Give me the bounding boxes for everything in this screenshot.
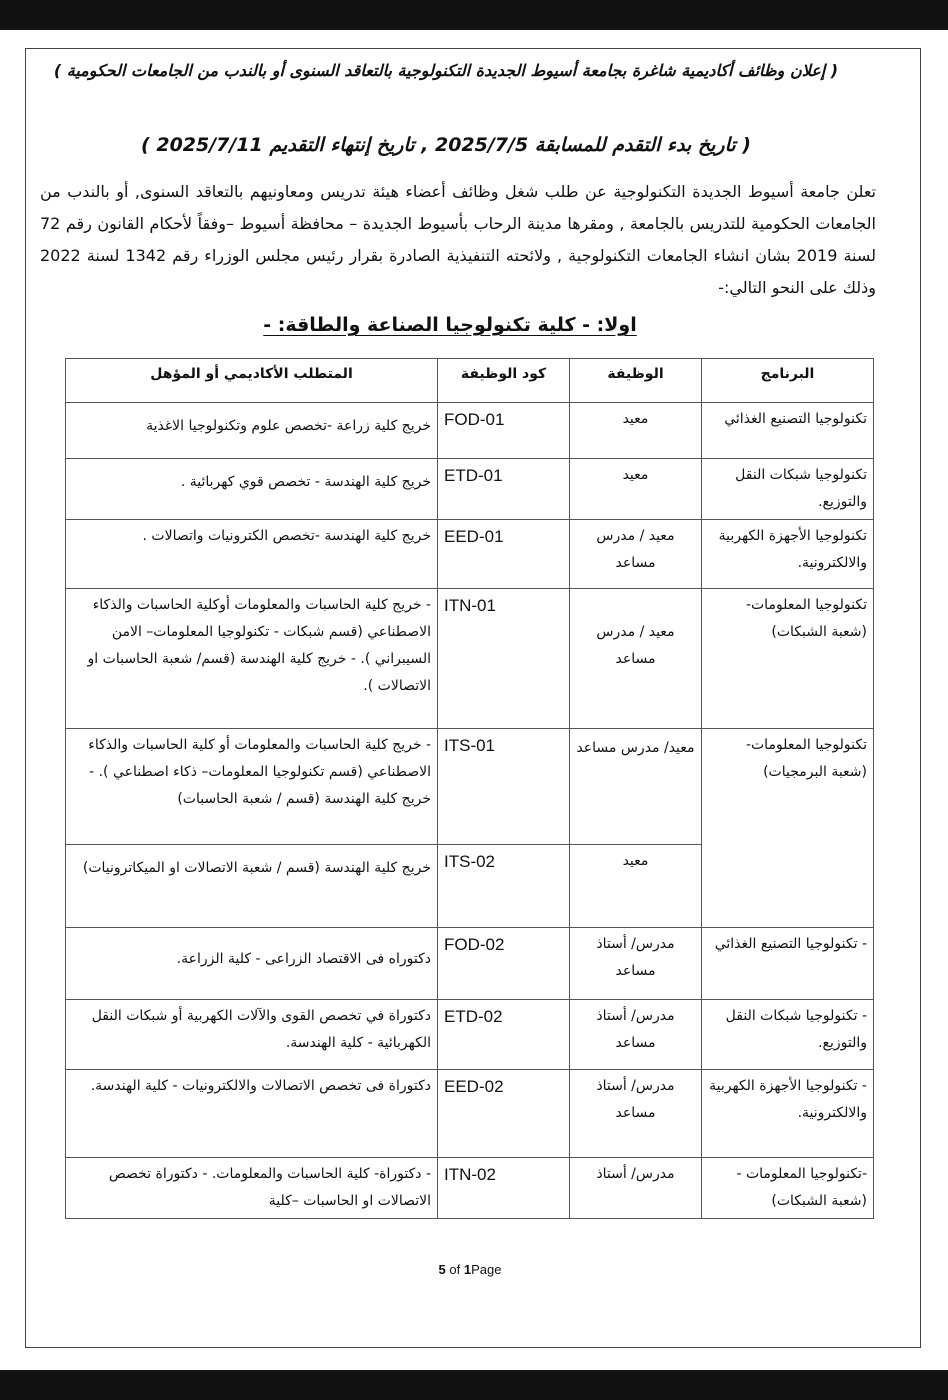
cell-job: معيد/ مدرس مساعد	[570, 729, 702, 845]
cell-job: مدرس/ أستاذ مساعد	[570, 1070, 702, 1158]
header-requirement: المتطلب الأكاديمي أو المؤهل	[66, 359, 438, 403]
page-total: 1	[463, 1262, 472, 1277]
table-row	[66, 729, 874, 845]
cell-code: FOD-02	[438, 928, 570, 1000]
table-header-row	[66, 359, 874, 403]
cell-program: - تكنولوجيا التصنيع الغذائي	[702, 928, 874, 1000]
cell-code: ITN-02	[438, 1158, 570, 1219]
cell-requirement: دكتوراه فى الاقتصاد الزراعى - كلية الزراعة.	[66, 928, 438, 1000]
cell-code: FOD-01	[438, 403, 570, 459]
cell-code: ITS-01	[438, 729, 570, 845]
table-row	[66, 928, 874, 1000]
header-job: الوظيفة	[570, 359, 702, 403]
cell-job: معيد / مدرس مساعد	[570, 520, 702, 589]
header-program: البرنامج	[702, 359, 874, 403]
jobs-table	[65, 358, 874, 1219]
cell-requirement: - خريج كلية الحاسبات والمعلومات أوكلية الحاسبات والذكاء الاصطناعي (قسم شبكات - تكنولوجيا المعلومات– الامن السيبراني ). - خريج كلية الهندسة (قسم/ شعبة الحاسبات او الاتصالات ).	[66, 589, 438, 729]
table-row	[66, 589, 874, 729]
top-border-bar	[0, 0, 948, 30]
table-row	[66, 1000, 874, 1070]
cell-code: EED-01	[438, 520, 570, 589]
cell-code: ETD-01	[438, 459, 570, 520]
cell-requirement: خريج كلية الهندسة -تخصص الكترونيات واتصالات .	[66, 520, 438, 589]
cell-job: معيد	[570, 845, 702, 928]
cell-job: معيد / مدرس مساعد	[570, 589, 702, 729]
cell-requirement: - دكتوراة- كلية الحاسبات والمعلومات. - دكتوراة تخصص الاتصالات او الحاسبات –كلية	[66, 1158, 438, 1219]
cell-program: تكنولوجيا المعلومات- (شعبة الشبكات)	[702, 589, 874, 729]
table-row	[66, 403, 874, 459]
announcement-intro: تعلن جامعة أسيوط الجديدة التكنولوجية عن طلب شغل وظائف أعضاء هيئة تدريس ومعاونيهم بالتعاقد السنوى, أو بالندب من الجامعات الحكومية للتدريس بالجامعة , ومقرها مدينة الرحاب بأسيوط الجديدة – محافظة أسيوط –وفقاً لأحكام القانون رقم 72 لسنة 2019 بشان انشاء الجامعات التكنولوجية , ولائحته التنفيذية الصادرة بقرار رئيس مجلس الوزراء رقم 1342 لسنة 2022 وذلك على النحو التالي:-	[40, 182, 876, 297]
cell-program: - تكنولوجيا شبكات النقل والتوزيع.	[702, 1000, 874, 1070]
cell-job: معيد	[570, 403, 702, 459]
cell-program: - تكنولوجيا الأجهزة الكهربية والالكترونية.	[702, 1070, 874, 1158]
cell-program: تكنولوجيا التصنيع الغذائي	[702, 403, 874, 459]
cell-requirement: خريج كلية زراعة -تخصص علوم وتكنولوجيا الاغذية	[66, 403, 438, 459]
table-row	[66, 1158, 874, 1219]
table-row	[66, 520, 874, 589]
header-code: كود الوظيفة	[438, 359, 570, 403]
cell-code: ETD-02	[438, 1000, 570, 1070]
cell-requirement: خريج كلية الهندسة - تخصص قوي كهربائية .	[66, 459, 438, 520]
table-row	[66, 459, 874, 520]
announcement-dates: ( تاريخ بدء التقدم للمسابقة 2025/7/5 , تاريخ إنتهاء التقديم 2025/7/11 )	[141, 134, 751, 156]
cell-job: مدرس/ أستاذ مساعد	[570, 1000, 702, 1070]
announcement-title: ( إعلان وظائف أكاديمية شاغرة بجامعة أسيوط الجديدة التكنولوجية بالتعاقد السنوى أو بالندب من الجامعات الحكومية )	[53, 61, 839, 80]
bottom-border-bar	[0, 1370, 948, 1400]
cell-job: مدرس/ أستاذ	[570, 1158, 702, 1219]
page-current: 5	[438, 1262, 446, 1277]
cell-program: تكنولوجيا الأجهزة الكهربية والالكترونية.	[702, 520, 874, 589]
cell-job: مدرس/ أستاذ مساعد	[570, 928, 702, 1000]
cell-requirement: - خريج كلية الحاسبات والمعلومات أو كلية الحاسبات والذكاء الاصطناعي (قسم تكنولوجيا المعلومات– ذكاء اصطناعي ). - خريج كلية الهندسة (قسم / شعبة الحاسبات)	[66, 729, 438, 845]
cell-requirement: دكتوراة في تخصص القوى والآلات الكهربية أو شبكات النقل الكهربائية - كلية الهندسة.	[66, 1000, 438, 1070]
page-of: of	[445, 1262, 464, 1277]
table-row	[66, 1070, 874, 1158]
cell-requirement: خريج كلية الهندسة (قسم / شعبة الاتصالات او الميكاترونيات)	[66, 845, 438, 928]
cell-program: تكنولوجيا المعلومات- (شعبة البرمجيات)	[702, 729, 874, 928]
section-title: اولا: - كلية تكنولوجيا الصناعة والطاقة: -	[263, 314, 637, 336]
cell-program: -تكنولوجيا المعلومات -(شعبة الشبكات)	[702, 1158, 874, 1219]
cell-requirement: دكتوراة فى تخصص الاتصالات والالكترونيات - كلية الهندسة.	[66, 1070, 438, 1158]
cell-code: ITS-02	[438, 845, 570, 928]
cell-code: ITN-01	[438, 589, 570, 729]
cell-job: معيد	[570, 459, 702, 520]
page-word: Page	[471, 1262, 502, 1277]
cell-code: EED-02	[438, 1070, 570, 1158]
page-footer	[380, 1262, 560, 1277]
cell-program: تكنولوجيا شبكات النقل والتوزيع.	[702, 459, 874, 520]
